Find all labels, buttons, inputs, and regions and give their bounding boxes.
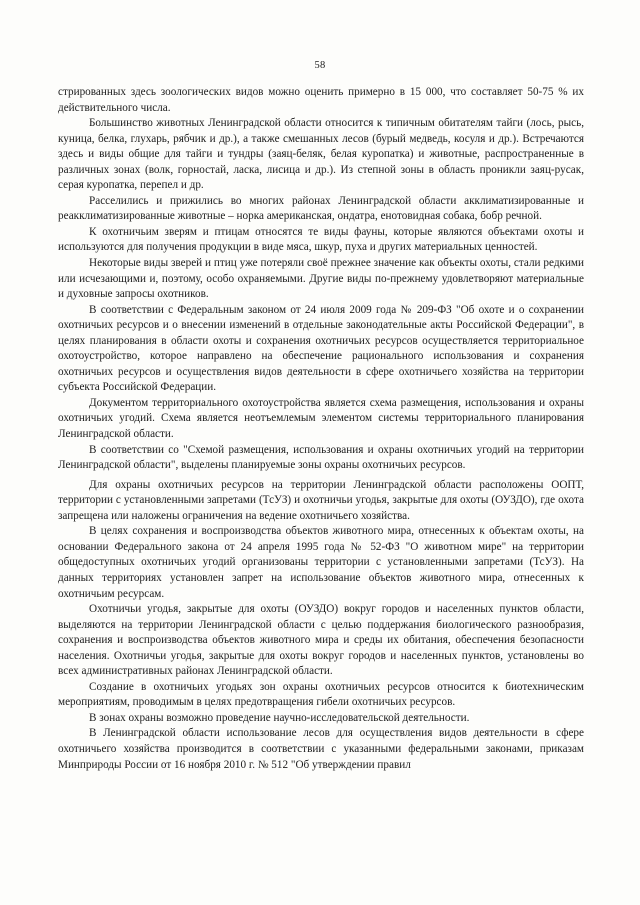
paragraph: В целях сохранения и воспроизводства объектов животного мира, отнесенных к объектам охоты, на основании Федерального закона от 24 апреля 1995 года № 52-ФЗ "О животном мире" на территории общедоступных охотничьих угодий организованы территории с установленными запретами (ТсУЗ). На данных территориях установлен запрет на использование объектов животного мира, отнесенных к охотничьим ресурсам. [58,525,584,600]
paragraph: К охотничьим зверям и птицам относятся те виды фауны, которые являются объектами охоты и используются для получения продукции в виде мяса, шкур, пуха и других материальных ценностей. [58,225,584,254]
document-body [58,85,584,773]
paragraph: В соответствии с Федеральным законом от 24 июля 2009 года № 209-ФЗ "Об охоте и о сохранении охотничьих ресурсов и о внесении изменений в отдельные законодательные акты Российской Федерации", в целях планирования в области охоты и сохранения охотничьих ресурсов осуществляется территориальное охотоустройство, которое направлено на обеспечение рационального использования и сохранения охотничьих ресурсов и осуществления видов деятельности в сфере охотничьего хозяйства на территории субъекта Российской Федерации. [58,303,584,394]
paragraph: Документом территориального охотоустройства является схема размещения, использования и охраны охотничьих угодий. Схема является неотъемлемым элементом системы территориального планирования Ленинградской области. [58,396,584,441]
paragraph: Расселились и прижились во многих районах Ленинградской области акклиматизированные и реакклиматизированные животные – норка американская, ондатра, енотовидная собака, бобр речной. [58,194,584,223]
paragraph: В зонах охраны возможно проведение научно-исследовательской деятельности. [89,711,470,724]
paragraph: Охотничьи угодья, закрытые для охоты (ОУЗДО) вокруг городов и населенных пунктов области, выделяются на территории Ленинградской области с целью поддержания биологического разнообразия, сохранения и воспроизводства объектов животного мира и среды их обитания, обеспечения безопасности населения. Охотничьи угодья, закрытые для охоты вокруг городов и населенных пунктов, установлены во всех административных районах Ленинградской области. [58,603,584,678]
paragraph: Большинство животных Ленинградской области относится к типичным обитателям тайги (лось, рысь, куница, белка, глухарь, рябчик и др.), а также смешанных лесов (бурый медведь, косуля и др.). Встречаются здесь и виды общие для тайги и тундры (заяц-беляк, белая куропатка) и животные, распространенные в различных зонах (волк, горностай, ласка, лисица и др.). Из степной зоны в область проникли заяц-русак, серая куропатка, перепел и др. [58,117,584,192]
paragraph: Некоторые виды зверей и птиц уже потеряли своё прежнее значение как объекты охоты, стали редкими или исчезающими и, поэтому, особо охраняемыми. Другие виды по-прежнему удовлетворяют материальные и духовные запросы охотников. [58,257,584,301]
paragraph: В Ленинградской области использование лесов для осуществления видов деятельности в сфере охотничьего хозяйства производится в соответствии с указанными федеральными законами, приказам Минприроды России от 16 ноября 2010 г. № 512 "Об утверждении правил [58,727,584,771]
page-number: 58 [314,60,326,71]
paragraph: В соответствии со "Схемой размещения, использования и охраны охотничьих угодий на территории Ленинградской области", выделены планируемые зоны охраны охотничьих ресурсов. [58,443,584,472]
paragraph: Создание в охотничьих угодьях зон охраны охотничьих ресурсов относится к биотехническим мероприятиям, проводимым в целях предотвращения гибели охотничьих ресурсов. [58,680,584,709]
paragraph: Для охраны охотничьих ресурсов на территории Ленинградской области расположены ООПТ, территории с установленными запретами (ТсУЗ) и охотничьи угодья, закрытые для охоты (ОУЗДО), где охота запрещена или наложены ограничения на ведение охотничьего хозяйства. [58,478,584,522]
paragraph: стрированных здесь зоологических видов можно оценить примерно в 15 000, что составляет 50-75 % их действительного числа. [58,86,584,114]
